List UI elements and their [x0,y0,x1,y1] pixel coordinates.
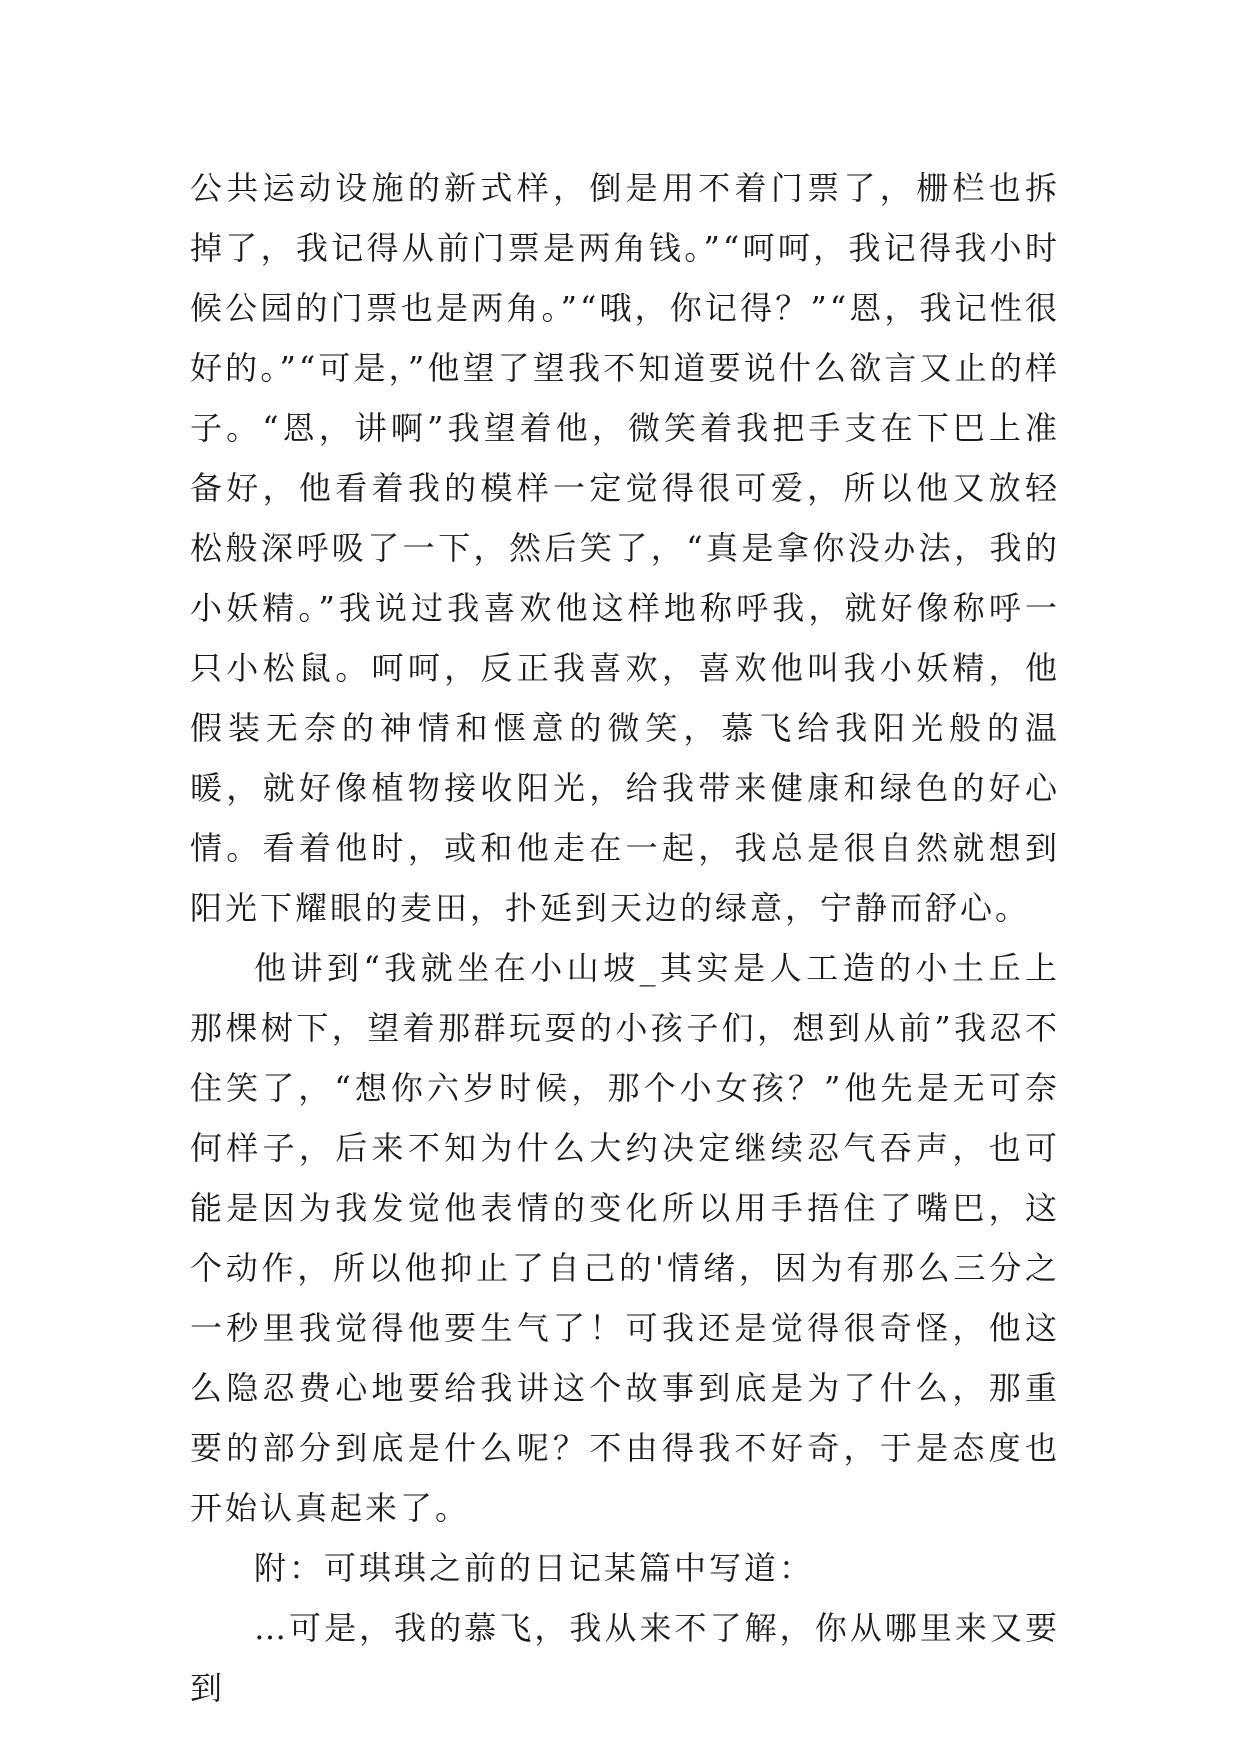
paragraph-continued: 公共运动设施的新式样，倒是用不着门票了，栅栏也拆掉了，我记得从前门票是两角钱。”“呵呵，我记得我小时候公园的门票也是两角。”“哦，你记得？”“恩，我记性很好的。”“可是，”他望了望我不知道要说什么欲言又止的样子。“恩，讲啊”我望着他，微笑着我把手支在下巴上准备好，他看着我的模样一定觉得很可爱，所以他又放轻松般深呼吸了一下，然后笑了，“真是拿你没办法，我的小妖精。”我说过我喜欢他这样地称呼我，就好像称呼一只小松鼠。呵呵，反正我喜欢，喜欢他叫我小妖精，他假装无奈的神情和惬意的微笑，慕飞给我阳光般的温暖，就好像植物接收阳光，给我带来健康和绿色的好心情。看着他时，或和他走在一起，我总是很自然就想到阳光下耀眼的麦田，扑延到天边的绿意，宁静而舒心。 [190,169,1060,927]
paragraph-diary-excerpt: …可是，我的慕飞，我从来不了解，你从哪里来又要到 [190,1609,1060,1707]
paragraph-appendix-heading: 附：可琪琪之前的日记某篇中写道： [254,1549,815,1587]
document-body [190,158,1060,1718]
paragraph-story: 他讲到“我就坐在小山坡_其实是人工造的小土丘上那棵树下，望着那群玩耍的小孩子们，想到从前”我忍不住笑了，“想你六岁时候，那个小女孩？”他先是无可奈何样子，后来不知为什么大约决定继续忍气吞声，也可能是因为我发觉他表情的变化所以用手捂住了嘴巴，这个动作，所以他抑止了自己的'情绪，因为有那么三分之一秒里我觉得他要生气了！可我还是觉得很奇怪，他这么隐忍费心地要给我讲这个故事到底是为了什么，那重要的部分到底是什么呢？不由得我不好奇，于是态度也开始认真起来了。 [190,949,1060,1527]
